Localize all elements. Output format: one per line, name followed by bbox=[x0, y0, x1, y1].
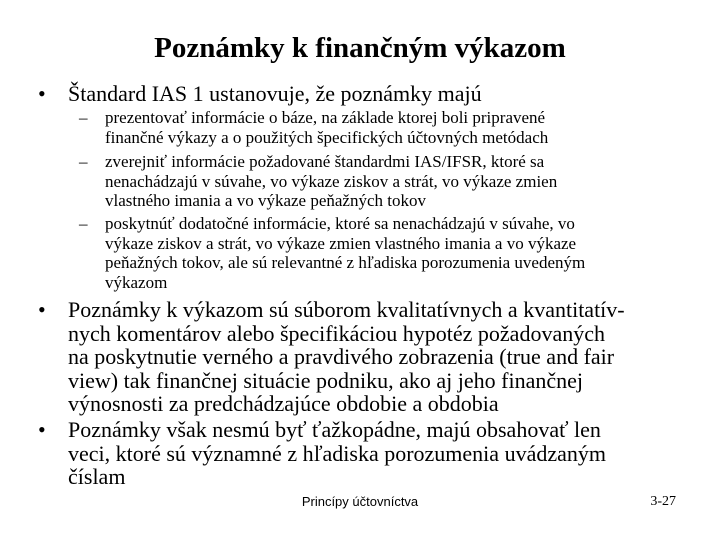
sub-text-line: zverejniť informácie požadované štandardmi IAS/IFSR, ktoré sa bbox=[105, 152, 545, 171]
bullet-text-line: view) tak finančnej situácie podniku, ako aj jeho finančnej bbox=[68, 367, 583, 393]
dash-marker: – bbox=[79, 152, 88, 171]
bullet-text-line: Poznámky k výkazom sú súborom kvalitatívnych a kvantitatív- bbox=[68, 297, 625, 322]
bullet-item-2 bbox=[38, 297, 693, 416]
bullet-text-line: číslam bbox=[68, 464, 126, 489]
bullet-text-line: na poskytnutie verného a pravdivého zobrazenia (true and fair bbox=[68, 344, 615, 369]
sub-text-line: poskytnúť dodatočné informácie, ktoré sa nenachádzajú v súvahe, vo bbox=[105, 214, 575, 233]
page-number: 3-27 bbox=[650, 494, 676, 509]
dash-marker: – bbox=[79, 214, 88, 233]
bullet-text-line: veci, ktoré sú významné z hľadiska porozumenia uvádzaným bbox=[68, 440, 606, 466]
bullet-text-line: Štandard IAS 1 ustanovuje, že poznámky majú bbox=[68, 81, 482, 106]
slide-title: Poznámky k finančným výkazom bbox=[154, 32, 566, 64]
sub-text-line: nenachádzajú v súvahe, vo výkaze ziskov a strát, vo výkaze zmien bbox=[105, 171, 558, 191]
bullet-text-line: Poznámky však nesmú byť ťažkopádne, majú obsahovať len bbox=[68, 417, 601, 442]
bullet-item-3 bbox=[38, 417, 693, 489]
sub-text-line: výkazom bbox=[105, 272, 168, 292]
bullet-item-1 bbox=[38, 81, 693, 106]
sub-text-line: peňažných tokov, ale sú relevantné z hľadiska porozumenia uvedeným bbox=[105, 253, 586, 272]
sub-item-1 bbox=[79, 108, 675, 147]
bullet-text-line: nych komentárov alebo špecifikáciou hypotéz požadovaných bbox=[68, 320, 605, 346]
bullet-marker: • bbox=[38, 81, 46, 106]
bullet-text-line: výnosnosti za predchádzajúce obdobie a obdobia bbox=[68, 391, 499, 416]
sub-item-3 bbox=[79, 214, 675, 292]
footer-course-title: Princípy účtovníctva bbox=[301, 494, 419, 509]
sub-item-2 bbox=[79, 152, 675, 211]
sub-text-line: prezentovať informácie o báze, na základe ktorej boli pripravené bbox=[105, 108, 546, 127]
bullet-marker: • bbox=[38, 297, 46, 322]
sub-text-line: finančné výkazy a o použitých špecifických účtovných metódach bbox=[105, 127, 549, 147]
dash-marker: – bbox=[79, 108, 88, 127]
sub-text-line: výkaze ziskov a strát, vo výkaze zmien vlastného imania a vo výkaze bbox=[105, 233, 577, 253]
bullet-marker: • bbox=[38, 417, 46, 442]
sub-text-line: vlastného imania a vo výkaze peňažných tokov bbox=[105, 191, 426, 210]
